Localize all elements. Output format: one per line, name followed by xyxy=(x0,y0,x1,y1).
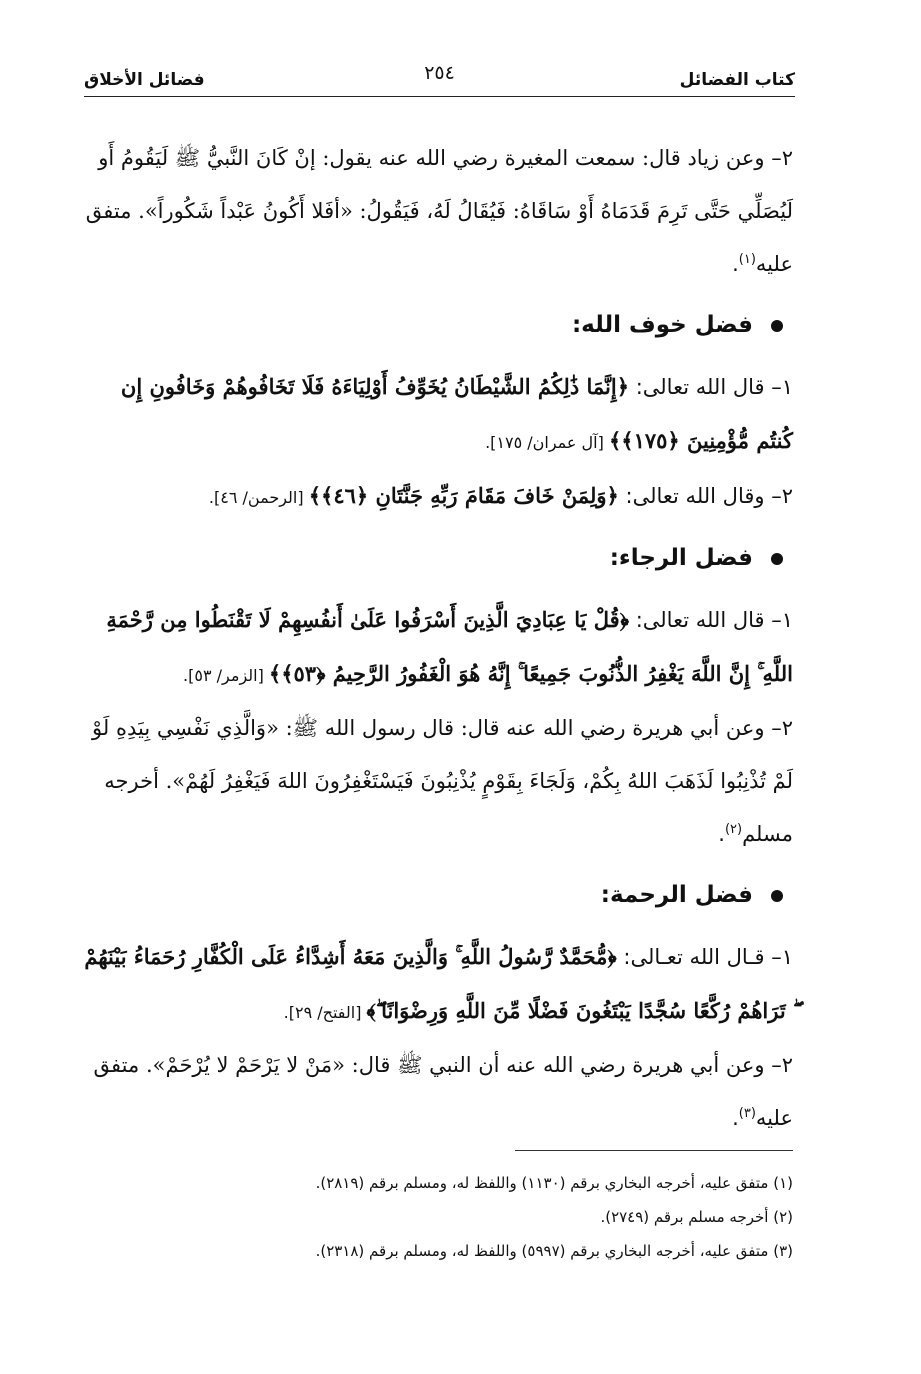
verse-lead: قال الله تعالى: xyxy=(629,375,765,399)
hadith-text: وعن زياد قال: سمعت المغيرة رضي الله عنه يقول: إنْ كَانَ النَّبيُّ ﷺ لَيَقُومُ أَو لَيُصَلِّي حَتَّى تَرِمَ قَدَمَاهُ أَوْ سَاقَاهُ: فَيُقَالُ لَهُ، فَيَقُولُ: «أفَلا أَكُونُ عَبْداً شَكُوراً». متفق عليه xyxy=(85,146,793,276)
verse-reference: [الفتح/ ٢٩]. xyxy=(283,1003,367,1022)
paragraph-verse-2 xyxy=(83,469,793,524)
bullet-icon xyxy=(771,553,783,565)
item-number: ٢– xyxy=(764,1053,793,1077)
heading-text: فضل خوف الله: xyxy=(571,312,753,338)
section-heading-mercy xyxy=(83,869,793,922)
verse-lead: وقال الله تعالى: xyxy=(618,484,765,508)
main-text xyxy=(83,132,793,1145)
hadith-text: وعن أبي هريرة رضي الله عنه قال: قال رسول الله ﷺ: «وَالَّذِي نَفْسِي بِيَدِهِ لَوْ لَمْ تُذْنِبُوا لَذَهَبَ اللهُ بِكُمْ، وَلَجَاءَ بِقَوْمٍ يُذْنِبُونَ فَيَسْتَغْفِرُونَ اللهَ فَيَغْفِرُ لَهُمْ». أخرجه مسلم xyxy=(92,716,793,846)
verse-lead: قال الله تعالى: xyxy=(629,608,765,632)
section-heading-hope xyxy=(83,532,793,585)
item-number: ٢– xyxy=(764,484,793,508)
paragraph-verse-4 xyxy=(83,930,793,1039)
section-title: فضائل الأخلاق xyxy=(84,70,205,90)
heading-text: فضل الرجاء: xyxy=(609,545,753,571)
item-number: ١– xyxy=(764,945,793,969)
item-number: ٢– xyxy=(764,716,793,740)
paragraph-hadith-1 xyxy=(83,132,793,291)
footnotes xyxy=(113,1166,793,1268)
footnote-divider xyxy=(515,1150,793,1151)
quran-verse: ﴿وَلِمَنْ خَافَ مَقَامَ رَبِّهِ جَنَّتَانِ ﴿٤٦﴾﴾ xyxy=(308,483,619,508)
section-heading-fear xyxy=(83,299,793,352)
quran-verse: ﴿إِنَّمَا ذَٰلِكُمُ الشَّيْطَانُ يُخَوِّفُ أَوْلِيَاءَهُ فَلَا تَخَافُوهُمْ وَخَافُونِ إِن كُنتُم مُّؤْمِنِينَ ﴿١٧٥﴾﴾ xyxy=(120,374,793,453)
verse-reference: [الرحمن/ ٤٦]. xyxy=(208,488,309,507)
footnote-marker: (٣) xyxy=(738,1106,756,1121)
heading-text: فضل الرحمة: xyxy=(600,882,753,908)
footnote-2: (٢) أخرجه مسلم برقم (٢٧٤٩). xyxy=(600,1208,793,1226)
page-number: ٢٥٤ xyxy=(424,62,455,84)
sentence-end: . xyxy=(718,822,725,846)
sentence-end: . xyxy=(732,1106,739,1130)
bullet-icon xyxy=(771,890,783,902)
verse-lead: قـال الله تعـالى: xyxy=(616,945,765,969)
footnote-marker: (٢) xyxy=(724,822,743,837)
running-header xyxy=(84,62,795,97)
footnote-3: (٣) متفق عليه، أخرجه البخاري برقم (٥٩٩٧) واللفظ له، ومسلم برقم (٢٣١٨). xyxy=(315,1242,793,1260)
book-title: كتاب الفضائل xyxy=(679,70,795,90)
quran-verse: ﴿قُلْ يَا عِبَادِيَ الَّذِينَ أَسْرَفُوا عَلَىٰ أَنفُسِهِمْ لَا تَقْنَطُوا مِن رَّحْمَةِ اللَّهِ ۚ إِنَّ اللَّهَ يَغْفِرُ الذُّنُوبَ جَمِيعًا ۚ إِنَّهُ هُوَ الْغَفُورُ الرَّحِيمُ ﴿٥٣﴾﴾ xyxy=(106,607,793,686)
bullet-icon xyxy=(771,320,783,332)
quran-verse: ﴿مُّحَمَّدٌ رَّسُولُ اللَّهِ ۚ وَالَّذِينَ مَعَهُ أَشِدَّاءُ عَلَى الْكُفَّارِ رُحَمَاءُ بَيْنَهُمْ ۖ تَرَاهُمْ رُكَّعًا سُجَّدًا يَبْتَغُونَ فَضْلًا مِّنَ اللَّهِ وَرِضْوَانًا ۖ﴾ xyxy=(84,944,793,1023)
footnote-marker: (١) xyxy=(738,252,756,267)
item-number: ٢– xyxy=(764,146,793,170)
footnote-1: (١) متفق عليه، أخرجه البخاري برقم (١١٣٠) واللفظ له، ومسلم برقم (٢٨١٩). xyxy=(315,1174,793,1192)
verse-reference: [الزمر/ ٥٣]. xyxy=(183,666,269,685)
item-number: ١– xyxy=(764,608,793,632)
sentence-end: . xyxy=(732,252,739,276)
verse-reference: [آل عمران/ ١٧٥]. xyxy=(485,433,609,452)
paragraph-verse-1 xyxy=(83,360,793,469)
hadith-text: وعن أبي هريرة رضي الله عنه أن النبي ﷺ قال: «مَنْ لا يَرْحَمْ لا يُرْحَمْ». متفق عليه xyxy=(93,1053,793,1130)
paragraph-verse-3 xyxy=(83,593,793,702)
paragraph-hadith-3 xyxy=(83,1039,793,1145)
paragraph-hadith-2 xyxy=(83,702,793,861)
item-number: ١– xyxy=(764,375,793,399)
